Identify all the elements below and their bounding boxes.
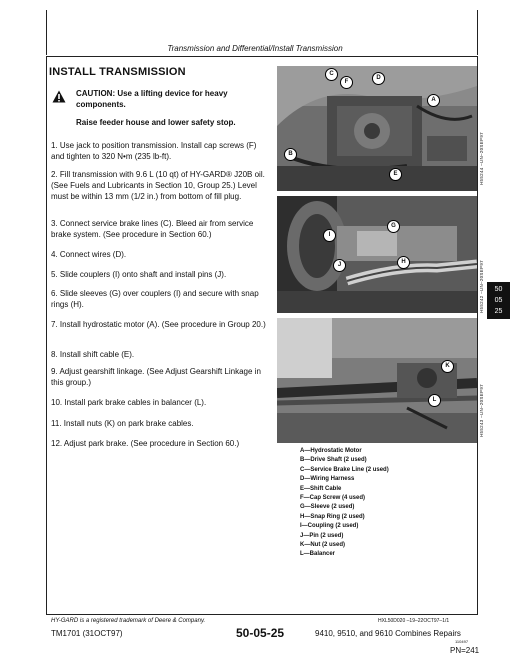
legend-item: L—Balancer: [300, 551, 336, 558]
manual-id: TM1701 (31OCT97): [51, 629, 123, 638]
callout-b: B: [284, 148, 297, 161]
legend-item: G—Sleeve (2 used): [300, 504, 355, 511]
legend-item: E—Shift Cable: [300, 485, 342, 492]
side-tab-line: 25: [494, 308, 503, 315]
legend-item: B—Drive Shaft (2 used): [300, 457, 367, 464]
step-10: 10. Install park brake cables in balancer (L).: [51, 398, 207, 407]
step-9: 9. Adjust gearshift linkage. (See Adjust Gearshift Linkage in this group.): [51, 367, 261, 387]
legend-item: C—Service Brake Line (2 used): [300, 466, 389, 473]
legend-item: A—Hydrostatic Motor: [300, 448, 362, 454]
step-11: 11. Install nuts (K) on park brake cables.: [51, 419, 194, 428]
photo-transmission-installed: [277, 66, 477, 191]
legend-item: K—Nut (2 used): [300, 542, 345, 549]
photo-park-brake: [277, 318, 477, 443]
callout-d: D: [372, 72, 385, 85]
legend-item: H—Snap Ring (2 used): [300, 513, 365, 520]
step-8: 8. Install shift cable (E).: [51, 350, 135, 359]
content-frame-bottom: [46, 614, 478, 615]
trademark-footnote: HY-GARD is a registered trademark of Deere & Company.: [51, 618, 206, 624]
parts-legend: [300, 447, 389, 560]
side-tab-line: 05: [494, 297, 503, 304]
section-title: INSTALL TRANSMISSION: [49, 66, 186, 78]
legend-item: I—Coupling (2 used): [300, 523, 359, 530]
page-header-title: Transmission and Differential/Install Transmission: [167, 44, 343, 53]
step-12: 12. Adjust park brake. (See procedure in Section 60.): [51, 439, 240, 448]
warning-triangle-icon: [52, 90, 66, 103]
step-2: 2. Fill transmission with 9.6 L (10 qt) of HY-GARD® J20B oil. (See Fuels and Lubricants in Section 10, Group 25.) Level must be within 13 mm (1/2 in.) from bottom of fill plug.: [51, 170, 265, 201]
page-number: PN=241: [450, 646, 480, 655]
photo-2-code: H55242 –UN–20SEP97: [479, 260, 484, 313]
step-7: 7. Install hydrostatic motor (A). (See procedure in Group 20.): [51, 320, 266, 329]
photo-3-code: H55243 –UN–20SEP97: [479, 384, 484, 437]
callout-e: E: [389, 168, 402, 181]
document-code: HXL50D020 –19–22OCT97–1/1: [378, 618, 450, 624]
photo-couplers: [277, 196, 477, 313]
callout-a: A: [427, 94, 440, 107]
callout-l: L: [428, 394, 441, 407]
legend-item: J—Pin (2 used): [300, 532, 344, 539]
manual-title: 9410, 9510, and 9610 Combines Repairs: [315, 629, 461, 638]
intro-instruction: Raise feeder house and lower safety stop.: [76, 118, 236, 127]
callout-j: J: [333, 259, 346, 272]
step-3: 3. Connect service brake lines (C). Bleed air from service brake system. (See procedure in Section 60.): [51, 219, 254, 239]
content-frame-right: [477, 57, 478, 615]
step-1: 1. Use jack to position transmission. Install cap screws (F) and tighten to 320 N•m (235 lb-ft).: [51, 141, 257, 161]
legend-item: F—Cap Screw (4 used): [300, 495, 366, 502]
callout-f: F: [340, 76, 353, 89]
left-margin-line: [46, 10, 47, 55]
side-tab-line: 50: [494, 286, 503, 293]
page-code: 50-05-25: [236, 626, 285, 640]
right-margin-line: [477, 10, 478, 55]
callout-i: I: [323, 229, 336, 242]
callout-c: C: [325, 68, 338, 81]
callout-g: G: [387, 220, 400, 233]
content-frame-left: [46, 57, 47, 615]
step-6: 6. Slide sleeves (G) over couplers (I) and secure with snap rings (H).: [51, 289, 259, 309]
header-rule: [46, 56, 478, 57]
step-5: 5. Slide couplers (I) onto shaft and install pins (J).: [51, 270, 227, 279]
caution-text: CAUTION: Use a lifting device for heavy components.: [76, 89, 228, 109]
callout-k: K: [441, 360, 454, 373]
footer-small-code: 110497: [455, 639, 469, 644]
photo-1-code: H55244 –UN–20SEP97: [479, 132, 484, 185]
section-side-tab: [487, 282, 510, 319]
legend-item: D—Wiring Harness: [300, 476, 355, 483]
callout-h: H: [397, 256, 410, 269]
step-4: 4. Connect wires (D).: [51, 250, 127, 259]
